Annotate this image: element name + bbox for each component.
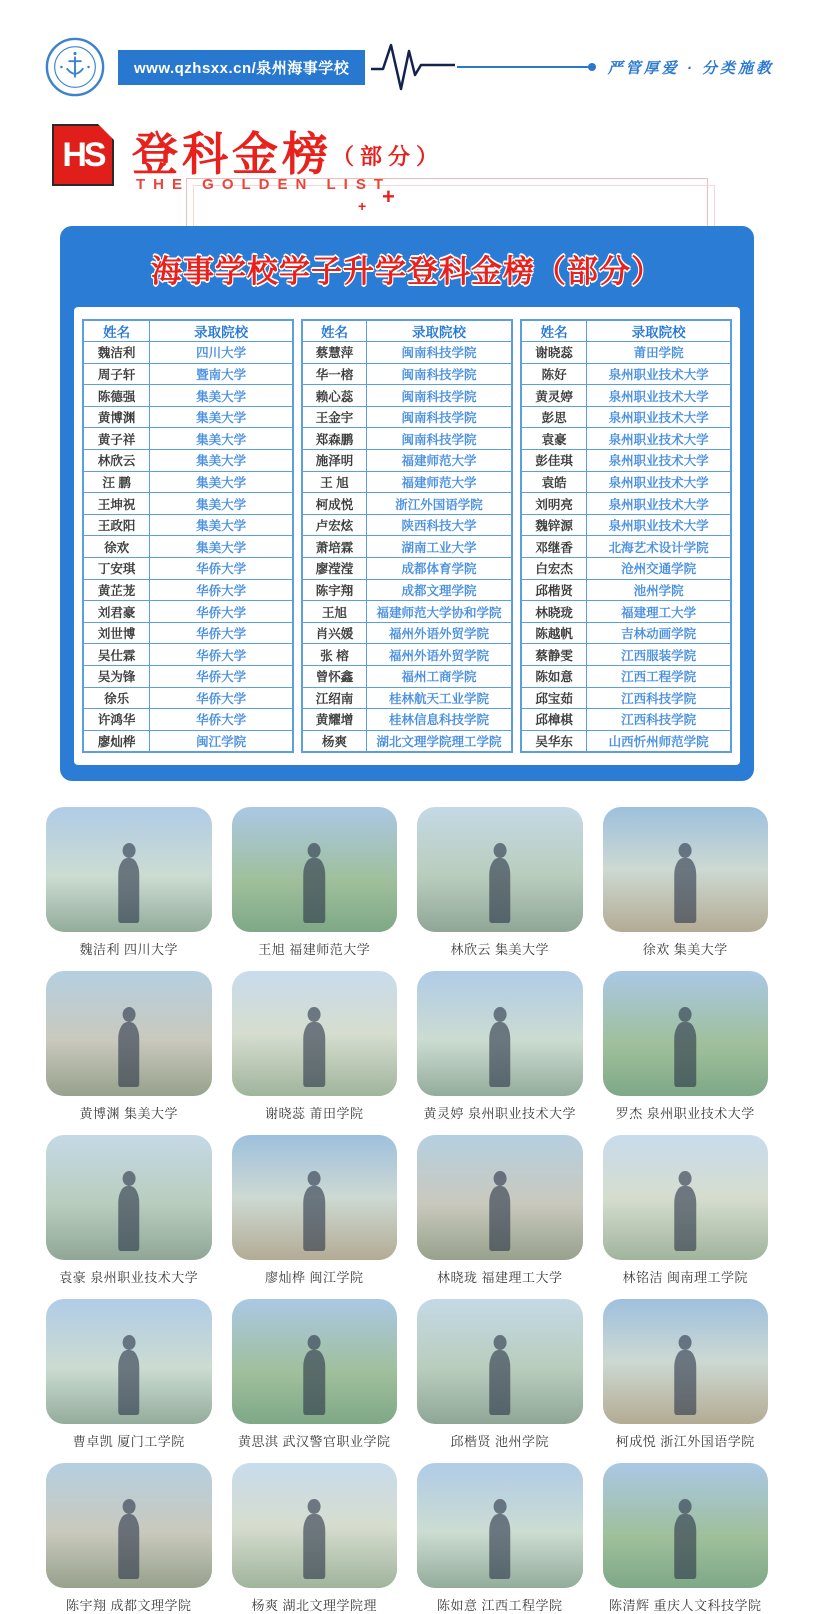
student-name: 陈好 [521,363,587,385]
table-row [302,514,512,536]
student-name: 赖心蕊 [302,385,366,407]
student-photo [232,1463,398,1588]
heartbeat-icon [371,39,455,95]
student-photo [232,807,398,932]
college-name: 福州工商学院 [366,666,512,688]
photo-caption: 黄博渊 集美大学 [79,1105,179,1121]
table-row [302,406,512,428]
gallery-item [232,1135,398,1286]
college-name: 闽南科技学院 [366,406,512,428]
college-name: 江西服装学院 [587,644,731,666]
person-silhouette [118,1514,140,1579]
table-row [521,493,731,515]
table-row [521,514,731,536]
table-row [521,644,731,666]
college-name: 泉州职业技术大学 [587,450,731,472]
college-name: 陕西科技大学 [366,514,512,536]
table-row [83,709,293,731]
college-name: 集美大学 [150,450,293,472]
student-name: 丁安琪 [83,558,150,580]
student-name: 林欣云 [83,450,150,472]
college-name: 泉州职业技术大学 [587,428,731,450]
table-row [83,493,293,515]
student-name: 邱楷贤 [521,579,587,601]
college-name: 华侨大学 [150,558,293,580]
college-name: 福建师范大学 [366,471,512,493]
table-row [83,730,293,752]
table-panel [74,307,740,765]
photo-caption: 徐欢 集美大学 [642,941,728,957]
student-photo [417,1299,583,1424]
table-row [521,687,731,709]
plus-decoration: + [382,184,395,209]
student-name: 卢宏炫 [302,514,366,536]
gallery-item [46,971,212,1122]
table-row [302,342,512,364]
student-name: 张 榕 [302,644,366,666]
student-name: 廖滢滢 [302,558,366,580]
gallery-item [46,1299,212,1450]
gallery-item [603,1463,769,1614]
photo-caption: 罗杰 泉州职业技术大学 [615,1105,755,1121]
photo-caption: 谢晓蕊 莆田学院 [264,1105,364,1121]
table-row [83,622,293,644]
college-name: 华侨大学 [150,579,293,601]
table-row [83,385,293,407]
college-name: 沧州交通学院 [587,558,731,580]
page-title [132,118,444,184]
college-name: 泉州职业技术大学 [587,471,731,493]
student-name: 徐乐 [83,687,150,709]
photo-caption: 廖灿桦 闽江学院 [264,1269,364,1285]
student-name: 柯成悦 [302,493,366,515]
table-row [83,687,293,709]
student-photo [417,807,583,932]
table-row [521,450,731,472]
gallery-item [417,807,583,958]
college-name: 集美大学 [150,406,293,428]
college-name: 泉州职业技术大学 [587,514,731,536]
photo-caption: 袁豪 泉州职业技术大学 [59,1269,199,1285]
gallery-item [603,1135,769,1286]
table-row [83,471,293,493]
college-name: 吉林动画学院 [587,622,731,644]
photo-caption: 黄灵婷 泉州职业技术大学 [423,1105,577,1121]
student-name: 陈如意 [521,666,587,688]
table-row [302,687,512,709]
college-name: 莆田学院 [587,342,731,364]
student-name: 袁皓 [521,471,587,493]
person-silhouette [304,1514,326,1579]
student-name: 徐欢 [83,536,150,558]
photo-caption: 魏洁利 四川大学 [79,941,179,957]
student-name: 黄灵婷 [521,385,587,407]
gallery-item [417,971,583,1122]
table-header-row [302,320,512,342]
table-row [521,601,731,623]
table-row [521,342,731,364]
student-name: 吴华东 [521,730,587,752]
college-name: 福建理工大学 [587,601,731,623]
college-name: 四川大学 [150,342,293,364]
table-row [521,406,731,428]
student-name: 魏洁利 [83,342,150,364]
college-name: 华侨大学 [150,622,293,644]
gallery-item [417,1135,583,1286]
photo-caption: 陈清辉 重庆人文科技学院 [608,1597,762,1613]
college-name: 闽南科技学院 [366,428,512,450]
gallery-item [232,1299,398,1450]
name-column-header: 姓名 [83,320,150,342]
college-name: 华侨大学 [150,666,293,688]
gallery-item [603,971,769,1122]
college-name: 浙江外国语学院 [366,493,512,515]
admission-tables [82,319,732,753]
person-silhouette [304,1186,326,1251]
college-name: 山西忻州师范学院 [587,730,731,752]
student-name: 江绍南 [302,687,366,709]
person-silhouette [675,1350,697,1415]
plus-decoration: + [358,198,367,214]
website-url: www.qzhsxx.cn/泉州海事学校 [118,50,365,85]
college-name: 华侨大学 [150,687,293,709]
table-row [302,471,512,493]
gallery-item [417,1463,583,1614]
college-name: 华侨大学 [150,601,293,623]
student-name: 廖灿桦 [83,730,150,752]
table-row [302,730,512,752]
college-name: 池州学院 [587,579,731,601]
student-name: 吴仕霖 [83,644,150,666]
student-photo [603,1463,769,1588]
college-name: 集美大学 [150,428,293,450]
person-silhouette [118,858,140,923]
student-photo-gallery [46,807,768,1614]
college-name: 福州外语外贸学院 [366,644,512,666]
student-name: 刘世博 [83,622,150,644]
table-row [83,342,293,364]
person-silhouette [489,858,511,923]
student-name: 林晓珑 [521,601,587,623]
gallery-item [603,1299,769,1450]
student-photo [603,807,769,932]
student-name: 许鸿华 [83,709,150,731]
student-name: 王旭 [302,601,366,623]
student-name: 王政阳 [83,514,150,536]
photo-caption: 林欣云 集美大学 [450,941,550,957]
student-name: 刘明亮 [521,493,587,515]
photo-caption: 黄思淇 武汉警官职业学院 [237,1433,391,1449]
college-name: 成都文理学院 [366,579,512,601]
photo-caption: 陈宇翔 成都文理学院 [65,1597,192,1613]
college-name: 闽江学院 [150,730,293,752]
photo-caption: 杨爽 湖北文理学院理 [251,1597,378,1613]
photo-caption: 林铭洁 闽南理工学院 [622,1269,749,1285]
student-photo [46,1463,212,1588]
college-name: 桂林信息科技学院 [366,709,512,731]
student-name: 刘君豪 [83,601,150,623]
admission-board [60,226,754,781]
student-name: 蔡慧萍 [302,342,366,364]
table-row [83,644,293,666]
college-name: 桂林航天工业学院 [366,687,512,709]
table-row [302,601,512,623]
person-silhouette [304,858,326,923]
student-name: 彭思 [521,406,587,428]
student-photo [46,807,212,932]
table-row [521,666,731,688]
student-photo [232,971,398,1096]
college-name: 集美大学 [150,536,293,558]
student-name: 邓继香 [521,536,587,558]
student-photo [417,971,583,1096]
table-row [521,385,731,407]
table-row [302,363,512,385]
student-photo [603,1299,769,1424]
college-name: 泉州职业技术大学 [587,493,731,515]
title-suffix: （部分） [332,144,445,169]
student-name: 华一榕 [302,363,366,385]
gallery-item [46,807,212,958]
person-silhouette [675,858,697,923]
college-name: 江西科技学院 [587,687,731,709]
college-name: 华侨大学 [150,709,293,731]
college-name: 闽南科技学院 [366,385,512,407]
photo-caption: 邱楷贤 池州学院 [450,1433,550,1449]
college-column-header: 录取院校 [366,320,512,342]
table-row [83,666,293,688]
student-name: 汪 鹏 [83,471,150,493]
student-name: 黄芷茏 [83,579,150,601]
gallery-item [232,971,398,1122]
table-row [521,536,731,558]
person-silhouette [489,1022,511,1087]
school-slogan: 严管厚爱 · 分类施教 [607,59,774,77]
college-name: 福建师范大学 [366,450,512,472]
title-section [52,116,814,212]
student-name: 黄子祥 [83,428,150,450]
title-subtitle: THE GOLDEN LIST [136,176,391,193]
person-silhouette [118,1022,140,1087]
table-row [302,666,512,688]
student-name: 陈越帆 [521,622,587,644]
student-name: 王坤祝 [83,493,150,515]
student-name: 肖兴媛 [302,622,366,644]
college-name: 集美大学 [150,385,293,407]
gallery-item [46,1135,212,1286]
table-header-row [83,320,293,342]
student-photo [603,971,769,1096]
student-name: 杨爽 [302,730,366,752]
title-text: 登科金榜 [132,128,332,180]
table-row [521,579,731,601]
person-silhouette [118,1186,140,1251]
student-name: 曾怀鑫 [302,666,366,688]
student-name: 吴为锋 [83,666,150,688]
table-row [302,622,512,644]
table-row [302,644,512,666]
table-row [521,730,731,752]
college-column-header: 录取院校 [150,320,293,342]
page-header [0,0,814,100]
table-row [83,406,293,428]
student-name: 黄耀增 [302,709,366,731]
student-name: 白宏杰 [521,558,587,580]
admission-table [301,319,513,753]
college-name: 泉州职业技术大学 [587,406,731,428]
student-name: 邱宝茹 [521,687,587,709]
table-row [83,363,293,385]
table-row [302,450,512,472]
person-silhouette [304,1350,326,1415]
student-name: 陈宇翔 [302,579,366,601]
table-row [302,385,512,407]
college-name: 福建师范大学协和学院 [366,601,512,623]
student-name: 陈德强 [83,385,150,407]
name-column-header: 姓名 [521,320,587,342]
person-silhouette [489,1514,511,1579]
table-row [302,428,512,450]
student-photo [232,1135,398,1260]
photo-caption: 曹卓凯 厦门工学院 [72,1433,185,1449]
college-name: 暨南大学 [150,363,293,385]
student-photo [46,1135,212,1260]
student-name: 施泽明 [302,450,366,472]
college-name: 集美大学 [150,493,293,515]
student-name: 彭佳琪 [521,450,587,472]
table-row [302,709,512,731]
student-photo [46,1299,212,1424]
school-logo [44,36,106,98]
table-header-row [521,320,731,342]
gallery-item [46,1463,212,1614]
college-name: 闽南科技学院 [366,342,512,364]
table-row [302,579,512,601]
college-name: 福州外语外贸学院 [366,622,512,644]
gallery-item [232,1463,398,1614]
student-name: 萧培霖 [302,536,366,558]
student-name: 王金宇 [302,406,366,428]
student-name: 周子轩 [83,363,150,385]
table-row [83,428,293,450]
college-name: 湖北文理学院理工学院 [366,730,512,752]
table-row [302,536,512,558]
name-column-header: 姓名 [302,320,366,342]
student-name: 黄博渊 [83,406,150,428]
college-name: 集美大学 [150,514,293,536]
photo-caption: 王旭 福建师范大学 [258,941,371,957]
student-name: 蔡静雯 [521,644,587,666]
student-photo [603,1135,769,1260]
person-silhouette [489,1350,511,1415]
photo-caption: 柯成悦 浙江外国语学院 [615,1433,755,1449]
person-silhouette [489,1186,511,1251]
college-name: 成都体育学院 [366,558,512,580]
table-row [83,450,293,472]
college-name: 闽南科技学院 [366,363,512,385]
student-name: 郑森鹏 [302,428,366,450]
student-name: 谢晓蕊 [521,342,587,364]
gallery-item [417,1299,583,1450]
board-banner-title: 海事学校学子升学登科金榜（部分） [151,254,663,289]
table-row [521,363,731,385]
student-name: 魏锌源 [521,514,587,536]
person-silhouette [675,1514,697,1579]
table-row [521,622,731,644]
person-silhouette [304,1022,326,1087]
gallery-item [603,807,769,958]
line-end-dot [588,63,596,71]
photo-caption: 林晓珑 福建理工大学 [436,1269,563,1285]
college-name: 泉州职业技术大学 [587,385,731,407]
admission-table [82,319,294,753]
person-silhouette [675,1186,697,1251]
college-name: 江西科技学院 [587,709,731,731]
student-photo [46,971,212,1096]
table-row [302,558,512,580]
table-row [521,709,731,731]
student-photo [232,1299,398,1424]
table-row [83,558,293,580]
gallery-item [232,807,398,958]
student-photo [417,1463,583,1588]
table-row [83,579,293,601]
table-row [83,601,293,623]
hs-logo-badge: HS [52,124,114,186]
college-name: 泉州职业技术大学 [587,363,731,385]
student-photo [417,1135,583,1260]
college-name: 北海艺术设计学院 [587,536,731,558]
photo-caption: 陈如意 江西工程学院 [436,1597,563,1613]
header-divider-line [457,66,593,68]
person-silhouette [118,1350,140,1415]
college-name: 江西工程学院 [587,666,731,688]
table-row [521,558,731,580]
college-column-header: 录取院校 [587,320,731,342]
college-name: 湖南工业大学 [366,536,512,558]
table-row [302,493,512,515]
admission-table [520,319,732,753]
table-row [83,536,293,558]
student-name: 袁豪 [521,428,587,450]
college-name: 华侨大学 [150,644,293,666]
table-row [521,471,731,493]
student-name: 邱樟棋 [521,709,587,731]
person-silhouette [675,1022,697,1087]
table-row [83,514,293,536]
student-name: 王 旭 [302,471,366,493]
college-name: 集美大学 [150,471,293,493]
table-row [521,428,731,450]
